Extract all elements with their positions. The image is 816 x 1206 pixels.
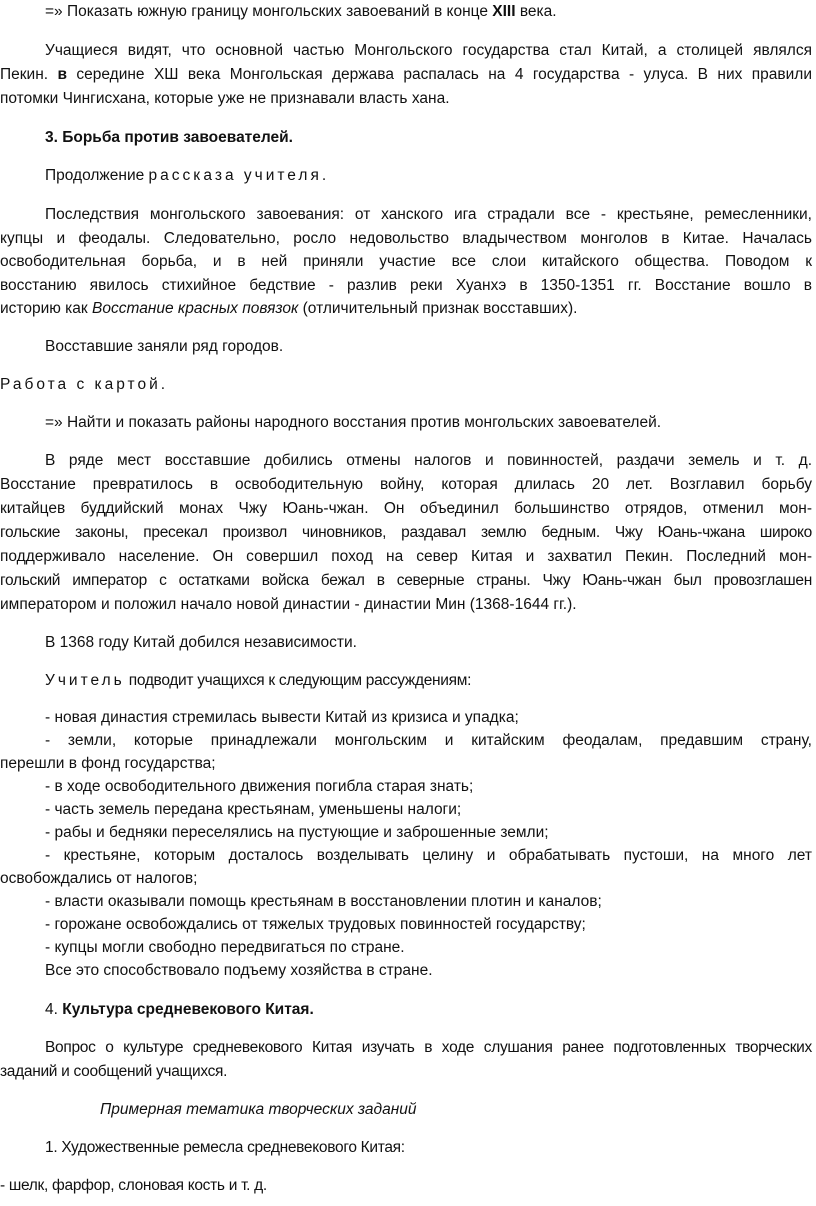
creative-task-1: 1. Художественные ремесла средневекового Китая: <box>45 1139 405 1156</box>
list-item-continuation: перешли в фонд государства; <box>0 755 216 772</box>
paragraph-culture-line1: Вопрос о культуре средневекового Китая изучать в ходе слушания ранее подготовленных творческих <box>45 1039 812 1056</box>
paragraph-students-see-line1: Учащиеся видят, что основной частью Монгольского государства стал Китай, а столицей являлся <box>45 42 812 59</box>
teacher-reasoning-intro: Учитель подводит учащихся к следующим рассуждениям: <box>45 672 472 689</box>
paragraph-rebels-cities: Восставшие заняли ряд городов. <box>45 338 284 355</box>
paragraph-war-line3: китайцев буддийский монах Чжу Юань-чжан. Он объединил большинство отрядов, отменил мон- <box>0 500 812 517</box>
list-item-continuation: освобождались от налогов; <box>0 870 198 887</box>
list-item: - горожане освобождались от тяжелых трудовых повинностей государству; <box>45 916 586 933</box>
paragraph-consequences-line4: восстанию явилось стихийное бедствие - разлив реки Хуанхэ в 1350-1351 гг. Восстание вошло в <box>0 277 812 294</box>
list-item: - часть земель передана крестьянам, уменьшены налоги; <box>45 801 462 818</box>
paragraph-war-line7: императором и положил начало новой династии - династии Мин (1368-1644 гг.). <box>0 596 577 613</box>
paragraph-war-line4: гольские законы, пресекал произвол чиновников, раздавал землю бедным. Чжу Юань-чжана широко <box>0 524 812 541</box>
creative-task-1-item: - шелк, фарфор, слоновая кость и т. д. <box>0 1177 267 1194</box>
list-item: - крестьяне, которым досталось возделывать целину и обрабатывать пустоши, на много лет <box>45 847 812 864</box>
list-item: - новая династия стремилась вывести Китай из кризиса и упадка; <box>45 709 519 726</box>
paragraph-economy-rise: Все это способствовало подъему хозяйства в стране. <box>45 962 433 979</box>
list-item: - власти оказывали помощь крестьянам в восстановлении плотин и каналов; <box>45 893 602 910</box>
paragraph-consequences-line1: Последствия монгольского завоевания: от ханского ига страдали все - крестьяне, ремесленники, <box>45 206 812 223</box>
teacher-story-continuation: Продолжение рассказа учителя. <box>45 167 330 184</box>
list-item: - в ходе освободительного движения погибла старая знать; <box>45 778 474 795</box>
paragraph-war-line1: В ряде мест восставшие добились отмены налогов и повинностей, раздачи земель и т. д. <box>45 452 812 469</box>
paragraph-consequences-line3: освободительная борьба, и в ней приняли участие все слои китайского общества. Поводом к <box>0 253 812 270</box>
paragraph-students-see-line3: потомки Чингисхана, которые уже не признавали власть хана. <box>0 90 450 107</box>
creative-tasks-heading: Примерная тематика творческих заданий <box>100 1101 417 1118</box>
section-heading-culture: 4. Культура средневекового Китая. <box>45 1001 314 1018</box>
paragraph-map-task-south: =» Показать южную границу монгольских завоеваний в конце XIII века. <box>45 3 557 20</box>
paragraph-war-line2: Восстание превратилось в освободительную войну, которая длилась 20 лет. Возглавил борьбу <box>0 476 812 493</box>
map-work-label: Работа с картой. <box>0 376 169 393</box>
paragraph-culture-line2: заданий и сообщений учащихся. <box>0 1063 228 1080</box>
paragraph-war-line6: гольский император с остатками войска бежал в северные страны. Чжу Юань-чжан был провозглашен <box>0 572 812 589</box>
paragraph-independence: В 1368 году Китай добился независимости. <box>45 634 357 651</box>
list-item: - купцы могли свободно передвигаться по стране. <box>45 939 405 956</box>
paragraph-consequences-line2: купцы и феодалы. Следовательно, росло недовольство владычеством монголов в Китае. Началась <box>0 230 812 247</box>
paragraph-consequences-line5: историю как Восстание красных повязок (отличительный признак восставших). <box>0 300 578 317</box>
section-heading-struggle: 3. Борьба против завоевателей. <box>45 129 293 146</box>
paragraph-war-line5: поддерживало население. Он совершил поход на север Китая и захватил Пекин. Последний мон- <box>0 548 812 565</box>
list-item: - рабы и бедняки переселялись на пустующие и заброшенные земли; <box>45 824 549 841</box>
paragraph-students-see-line2: Пекин. в середине ХШ века Монгольская держава распалась на 4 государства - улуса. В них правили <box>0 66 812 83</box>
list-item: - земли, которые принадлежали монгольским и китайским феодалам, предавшим страну, <box>45 732 812 749</box>
map-task-uprising-areas: =» Найти и показать районы народного восстания против монгольских завоевателей. <box>45 414 662 431</box>
